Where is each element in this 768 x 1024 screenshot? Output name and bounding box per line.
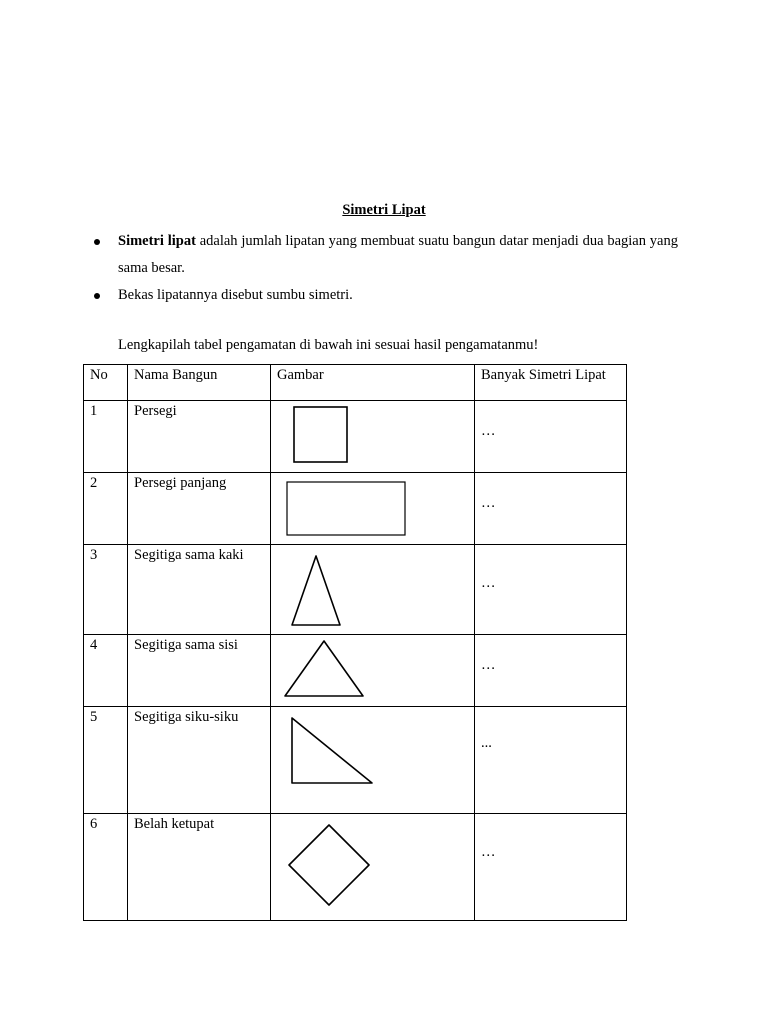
table-row	[84, 473, 627, 545]
right-triangle-icon	[277, 709, 467, 809]
answer-placeholder: …	[481, 657, 496, 673]
answer-placeholder: ...	[481, 735, 492, 751]
row-answer[interactable]	[475, 545, 627, 635]
row-no: 4	[84, 635, 128, 707]
row-no: 5	[84, 707, 128, 814]
header-picture: Gambar	[271, 365, 475, 401]
row-no: 1	[84, 401, 128, 473]
header-shape-name: Nama Bangun	[128, 365, 271, 401]
bullet-dot-icon	[94, 293, 100, 299]
answer-placeholder: …	[481, 575, 496, 591]
table-row	[84, 401, 627, 473]
definition-bullet	[92, 282, 678, 309]
row-answer[interactable]	[475, 814, 627, 921]
row-shape-name: Persegi	[128, 401, 271, 473]
answer-placeholder: …	[481, 423, 496, 439]
observation-table	[83, 364, 627, 921]
row-answer[interactable]	[475, 401, 627, 473]
table-row	[84, 707, 627, 814]
bullet-dot-icon	[94, 239, 100, 245]
row-shape-name: Segitiga sama sisi	[128, 635, 271, 707]
header-fold-count: Banyak Simetri Lipat	[475, 365, 627, 401]
row-shape-name: Segitiga siku-siku	[128, 707, 271, 814]
row-picture-cell	[271, 635, 475, 707]
table-row	[84, 635, 627, 707]
row-answer[interactable]	[475, 635, 627, 707]
equilateral-triangle-icon	[277, 637, 467, 701]
table-row	[84, 814, 627, 921]
row-picture-cell	[271, 814, 475, 921]
row-picture-cell	[271, 545, 475, 635]
answer-placeholder: …	[481, 844, 496, 860]
definition-bullet	[92, 228, 678, 282]
square-icon	[277, 403, 467, 467]
table-header-row	[84, 365, 627, 401]
row-picture-cell	[271, 707, 475, 814]
answer-placeholder: …	[481, 495, 496, 511]
row-no: 3	[84, 545, 128, 635]
definition-text: adalah jumlah lipatan yang membuat suatu bangun datar menjadi dua bagian yang sama besar.	[118, 233, 678, 276]
definition-list	[92, 228, 678, 309]
row-answer[interactable]	[475, 707, 627, 814]
rectangle-icon	[277, 475, 467, 539]
page-title: Simetri Lipat	[342, 202, 426, 218]
row-no: 6	[84, 814, 128, 921]
row-picture-cell	[271, 473, 475, 545]
row-shape-name: Persegi panjang	[128, 473, 271, 545]
row-shape-name: Belah ketupat	[128, 814, 271, 921]
row-picture-cell	[271, 401, 475, 473]
instruction-text: Lengkapilah tabel pengamatan di bawah ini sesuai hasil pengamatanmu!	[118, 337, 539, 353]
header-no: No	[84, 365, 128, 401]
rhombus-icon	[277, 816, 467, 916]
isosceles-triangle-icon	[277, 547, 467, 631]
definition-text: Bekas lipatannya disebut sumbu simetri.	[118, 287, 353, 303]
term-bold: Simetri lipat	[118, 233, 196, 249]
row-shape-name: Segitiga sama kaki	[128, 545, 271, 635]
table-row	[84, 545, 627, 635]
row-no: 2	[84, 473, 128, 545]
row-answer[interactable]	[475, 473, 627, 545]
